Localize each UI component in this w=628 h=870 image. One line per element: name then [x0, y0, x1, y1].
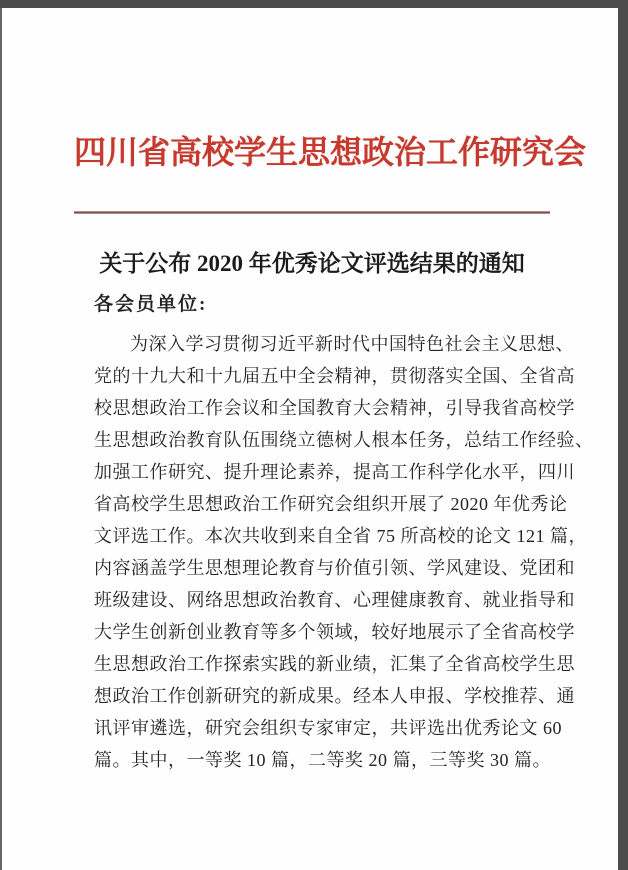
body-text-line: 篇。其中，一等奖 10 篇，二等奖 20 篇，三等奖 30 篇。 — [94, 750, 551, 770]
body-text-line: 想政治工作创新研究的新成果。经本人申报、学校推荐、通 — [94, 686, 575, 706]
body-text-line: 大学生创新创业教育等多个领域，较好地展示了全省高校学 — [94, 622, 575, 642]
body-text-line: 加强工作研究、提升理论素养，提高工作科学化水平，四川 — [94, 462, 575, 482]
body-text-line: 校思想政治工作会议和全国教育大会精神，引导我省高校学 — [94, 398, 575, 418]
salutation: 各会员单位: — [94, 294, 208, 315]
document-content — [74, 129, 594, 776]
body-text-line: 文评选工作。本次共收到来自全省 75 所高校的论文 121 篇， — [94, 526, 587, 546]
notice-title: 关于公布 2020 年优秀论文评选结果的通知 — [99, 251, 525, 276]
body-text-line: 为深入学习贯彻习近平新时代中国特色社会主义思想、 — [130, 334, 574, 354]
body-text-line: 生思想政治教育队伍围绕立德树人根本任务，总结工作经验、 — [94, 430, 594, 450]
red-divider-line — [74, 211, 550, 214]
notice-body — [74, 328, 594, 776]
body-text-line: 讯评审遴选，研究会组织专家审定，共评选出优秀论文 60 — [94, 718, 562, 738]
letterhead-title: 四川省高校学生思想政治工作研究会 — [74, 134, 587, 170]
scan-edge-right — [618, 0, 628, 870]
body-text-line: 班级建设、网络思想政治教育、心理健康教育、就业指导和 — [94, 590, 575, 610]
body-text-line: 党的十九大和十九届五中全会精神，贯彻落实全国、全省高 — [94, 366, 575, 386]
document-page — [2, 8, 618, 870]
scan-edge-top — [0, 0, 628, 8]
body-text-line: 生思想政治工作探索实践的新业绩，汇集了全省高校学生思 — [94, 654, 575, 674]
body-text-line: 省高校学生思想政治工作研究会组织开展了 2020 年优秀论 — [94, 494, 568, 514]
body-text-line: 内容涵盖学生思想理论教育与价值引领、学风建设、党团和 — [94, 558, 575, 578]
